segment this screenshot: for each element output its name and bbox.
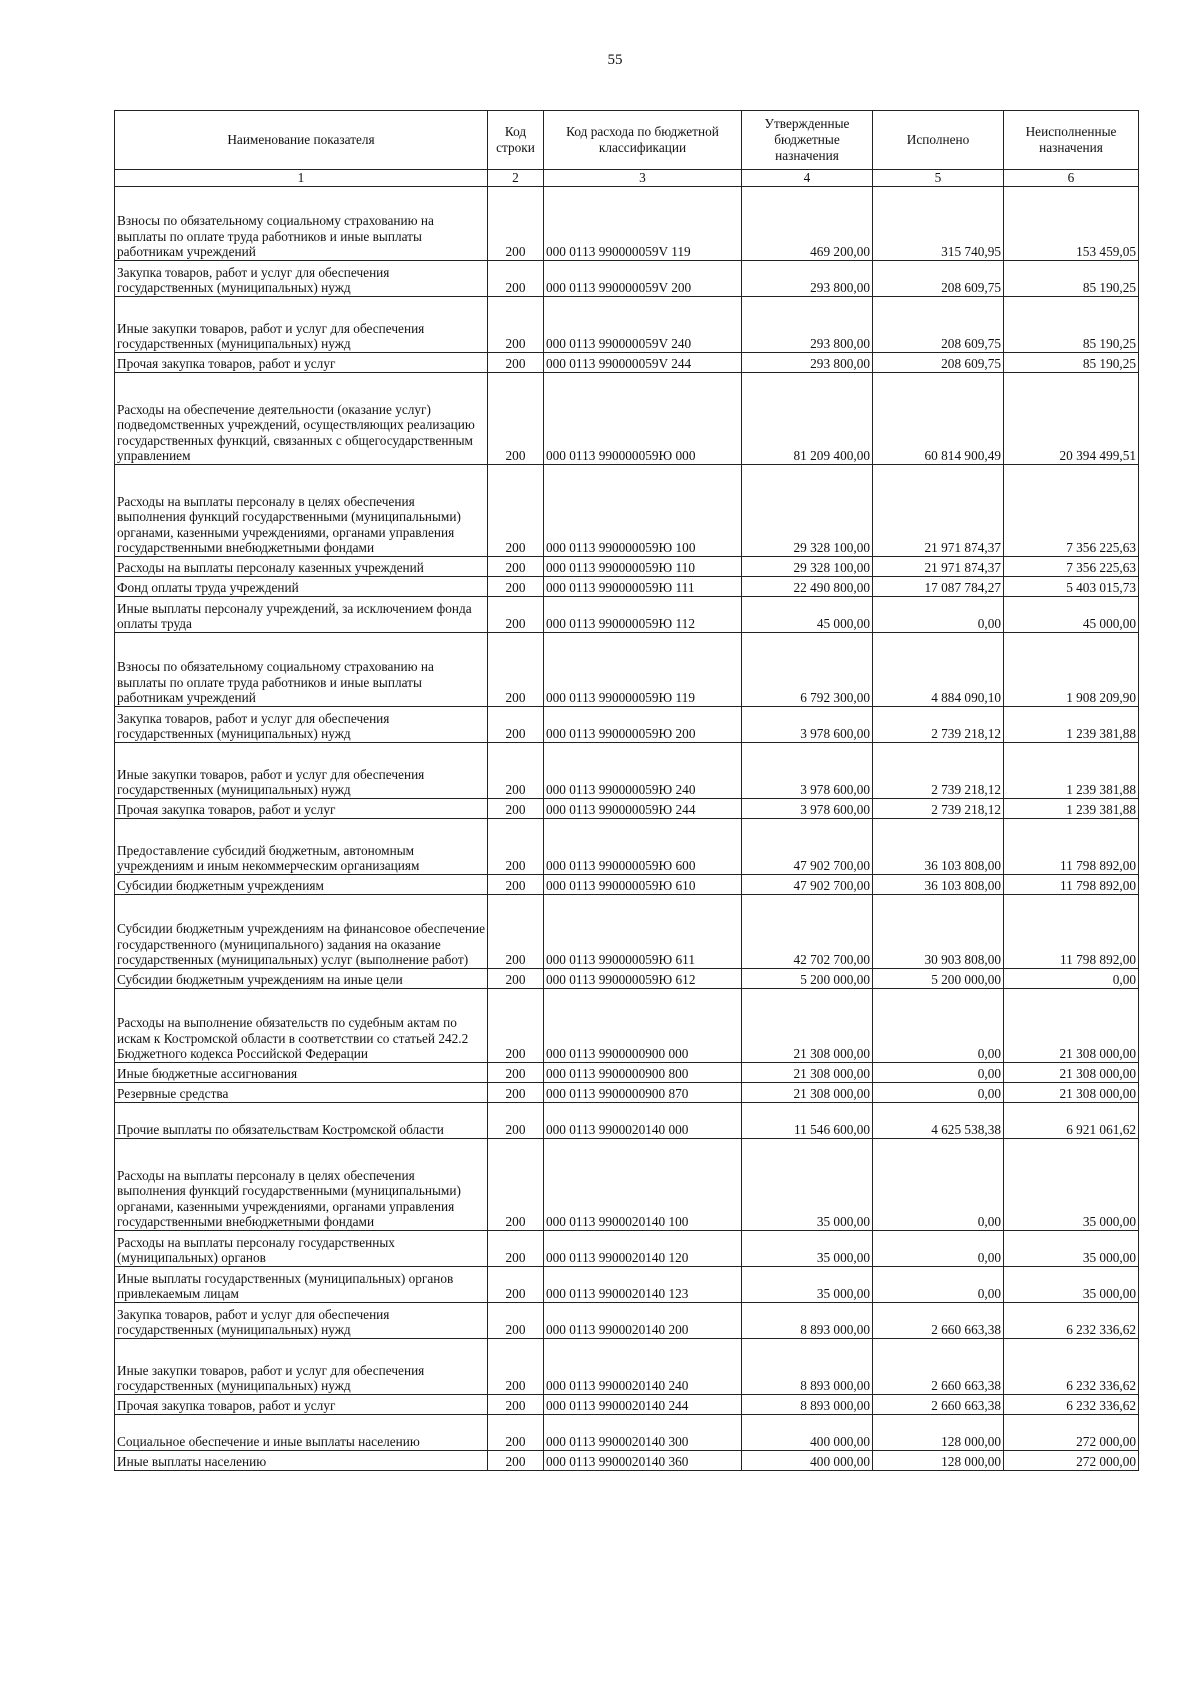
table-row	[115, 557, 1139, 577]
row-name: Фонд оплаты труда учреждений	[115, 577, 488, 597]
table-row	[115, 875, 1139, 895]
row-name: Закупка товаров, работ и услуг для обеспечения государственных (муниципальных) нужд	[115, 261, 488, 297]
row-classification-code: 000 0113 9900020140 000	[544, 1103, 742, 1139]
row-code: 200	[488, 597, 544, 633]
row-unexecuted-amount: 35 000,00	[1004, 1231, 1139, 1267]
row-executed-amount: 0,00	[873, 1063, 1004, 1083]
row-classification-code: 000 0113 990000059Ю 612	[544, 969, 742, 989]
row-unexecuted-amount: 11 798 892,00	[1004, 875, 1139, 895]
table-row	[115, 261, 1139, 297]
row-executed-amount: 5 200 000,00	[873, 969, 1004, 989]
row-approved-amount: 469 200,00	[742, 187, 873, 261]
row-approved-amount: 8 893 000,00	[742, 1303, 873, 1339]
row-name: Закупка товаров, работ и услуг для обеспечения государственных (муниципальных) нужд	[115, 1303, 488, 1339]
row-classification-code: 000 0113 9900020140 300	[544, 1415, 742, 1451]
row-unexecuted-amount: 21 308 000,00	[1004, 989, 1139, 1063]
row-name: Прочая закупка товаров, работ и услуг	[115, 1395, 488, 1415]
table-row	[115, 799, 1139, 819]
row-executed-amount: 0,00	[873, 1139, 1004, 1231]
column-number-row	[115, 170, 1139, 187]
row-name: Резервные средства	[115, 1083, 488, 1103]
table-row	[115, 1267, 1139, 1303]
row-code: 200	[488, 969, 544, 989]
row-classification-code: 000 0113 990000059Ю 110	[544, 557, 742, 577]
row-approved-amount: 29 328 100,00	[742, 465, 873, 557]
row-unexecuted-amount: 11 798 892,00	[1004, 895, 1139, 969]
row-classification-code: 000 0113 9900000900 870	[544, 1083, 742, 1103]
table-row	[115, 465, 1139, 557]
row-classification-code: 000 0113 990000059Ю 119	[544, 633, 742, 707]
row-executed-amount: 2 660 663,38	[873, 1395, 1004, 1415]
row-code: 200	[488, 1395, 544, 1415]
row-classification-code: 000 0113 990000059V 119	[544, 187, 742, 261]
row-unexecuted-amount: 6 232 336,62	[1004, 1395, 1139, 1415]
row-unexecuted-amount: 35 000,00	[1004, 1139, 1139, 1231]
row-name: Расходы на выполнение обязательств по судебным актам по искам к Костромской области в соответствии со статьей 242.2 Бюджетного кодекса Российской Федерации	[115, 989, 488, 1063]
row-code: 200	[488, 353, 544, 373]
row-code: 200	[488, 297, 544, 353]
row-executed-amount: 2 660 663,38	[873, 1339, 1004, 1395]
row-executed-amount: 128 000,00	[873, 1451, 1004, 1471]
row-name: Расходы на выплаты персоналу казенных учреждений	[115, 557, 488, 577]
row-code: 200	[488, 707, 544, 743]
row-name: Расходы на выплаты персоналу в целях обеспечения выполнения функций государственными (муниципальными) органами, казенными учреждениями, органами управления государственными внебюджетными фондами	[115, 1139, 488, 1231]
row-name: Социальное обеспечение и иные выплаты населению	[115, 1415, 488, 1451]
table-row	[115, 989, 1139, 1063]
row-code: 200	[488, 1303, 544, 1339]
row-code: 200	[488, 261, 544, 297]
row-unexecuted-amount: 1 239 381,88	[1004, 707, 1139, 743]
row-name: Расходы на выплаты персоналу в целях обеспечения выполнения функций государственными (муниципальными) органами, казенными учреждениями, органами управления государственными внебюджетными фондами	[115, 465, 488, 557]
row-unexecuted-amount: 85 190,25	[1004, 261, 1139, 297]
page-number: 55	[607, 52, 623, 68]
table-row	[115, 297, 1139, 353]
row-name: Иные закупки товаров, работ и услуг для обеспечения государственных (муниципальных) нужд	[115, 1339, 488, 1395]
row-approved-amount: 35 000,00	[742, 1139, 873, 1231]
header-row-code: Код строки	[488, 111, 544, 170]
row-executed-amount: 0,00	[873, 1083, 1004, 1103]
row-classification-code: 000 0113 990000059Ю 112	[544, 597, 742, 633]
row-approved-amount: 5 200 000,00	[742, 969, 873, 989]
table-row	[115, 577, 1139, 597]
row-executed-amount: 128 000,00	[873, 1415, 1004, 1451]
row-name: Взносы по обязательному социальному страхованию на выплаты по оплате труда работников и иные выплаты работникам учреждений	[115, 633, 488, 707]
row-executed-amount: 208 609,75	[873, 261, 1004, 297]
row-name: Субсидии бюджетным учреждениям на иные цели	[115, 969, 488, 989]
header-indicator-name: Наименование показателя	[115, 111, 488, 170]
row-code: 200	[488, 1415, 544, 1451]
row-approved-amount: 8 893 000,00	[742, 1339, 873, 1395]
row-unexecuted-amount: 1 239 381,88	[1004, 743, 1139, 799]
row-name: Иные бюджетные ассигнования	[115, 1063, 488, 1083]
row-executed-amount: 0,00	[873, 989, 1004, 1063]
row-classification-code: 000 0113 9900020140 240	[544, 1339, 742, 1395]
table-row	[115, 1103, 1139, 1139]
row-code: 200	[488, 1231, 544, 1267]
row-classification-code: 000 0113 990000059Ю 600	[544, 819, 742, 875]
row-executed-amount: 60 814 900,49	[873, 373, 1004, 465]
row-name: Субсидии бюджетным учреждениям	[115, 875, 488, 895]
row-executed-amount: 36 103 808,00	[873, 819, 1004, 875]
table-row	[115, 373, 1139, 465]
row-classification-code: 000 0113 990000059Ю 200	[544, 707, 742, 743]
row-code: 200	[488, 1083, 544, 1103]
row-approved-amount: 45 000,00	[742, 597, 873, 633]
row-approved-amount: 47 902 700,00	[742, 819, 873, 875]
row-classification-code: 000 0113 990000059V 200	[544, 261, 742, 297]
row-unexecuted-amount: 0,00	[1004, 969, 1139, 989]
row-unexecuted-amount: 5 403 015,73	[1004, 577, 1139, 597]
row-executed-amount: 4 625 538,38	[873, 1103, 1004, 1139]
row-classification-code: 000 0113 9900020140 360	[544, 1451, 742, 1471]
table-row	[115, 1231, 1139, 1267]
row-unexecuted-amount: 85 190,25	[1004, 297, 1139, 353]
row-approved-amount: 35 000,00	[742, 1267, 873, 1303]
row-unexecuted-amount: 20 394 499,51	[1004, 373, 1139, 465]
table-row	[115, 1339, 1139, 1395]
row-executed-amount: 4 884 090,10	[873, 633, 1004, 707]
column-number: 2	[488, 170, 544, 187]
row-name: Закупка товаров, работ и услуг для обеспечения государственных (муниципальных) нужд	[115, 707, 488, 743]
row-name: Предоставление субсидий бюджетным, автономным учреждениям и иным некоммерческим организациям	[115, 819, 488, 875]
row-approved-amount: 21 308 000,00	[742, 989, 873, 1063]
row-executed-amount: 30 903 808,00	[873, 895, 1004, 969]
table-row	[115, 633, 1139, 707]
row-classification-code: 000 0113 9900000900 800	[544, 1063, 742, 1083]
row-executed-amount: 208 609,75	[873, 297, 1004, 353]
row-executed-amount: 2 739 218,12	[873, 707, 1004, 743]
row-code: 200	[488, 1267, 544, 1303]
row-unexecuted-amount: 85 190,25	[1004, 353, 1139, 373]
row-approved-amount: 35 000,00	[742, 1231, 873, 1267]
table-row	[115, 597, 1139, 633]
row-code: 200	[488, 187, 544, 261]
row-unexecuted-amount: 6 232 336,62	[1004, 1339, 1139, 1395]
row-executed-amount: 315 740,95	[873, 187, 1004, 261]
row-unexecuted-amount: 21 308 000,00	[1004, 1063, 1139, 1083]
row-name: Иные выплаты персоналу учреждений, за исключением фонда оплаты труда	[115, 597, 488, 633]
row-unexecuted-amount: 1 908 209,90	[1004, 633, 1139, 707]
row-executed-amount: 21 971 874,37	[873, 465, 1004, 557]
column-number: 1	[115, 170, 488, 187]
row-code: 200	[488, 743, 544, 799]
table-row	[115, 1451, 1139, 1471]
row-code: 200	[488, 1339, 544, 1395]
table-body	[115, 187, 1139, 1471]
row-approved-amount: 293 800,00	[742, 353, 873, 373]
row-approved-amount: 42 702 700,00	[742, 895, 873, 969]
row-executed-amount: 21 971 874,37	[873, 557, 1004, 577]
row-approved-amount: 6 792 300,00	[742, 633, 873, 707]
row-unexecuted-amount: 272 000,00	[1004, 1415, 1139, 1451]
header-unexecuted: Неисполненные назначения	[1004, 111, 1139, 170]
table-row	[115, 969, 1139, 989]
row-code: 200	[488, 1451, 544, 1471]
row-unexecuted-amount: 272 000,00	[1004, 1451, 1139, 1471]
row-classification-code: 000 0113 990000059Ю 240	[544, 743, 742, 799]
row-classification-code: 000 0113 9900020140 244	[544, 1395, 742, 1415]
table-row	[115, 819, 1139, 875]
row-classification-code: 000 0113 9900000900 000	[544, 989, 742, 1063]
table-row	[115, 895, 1139, 969]
row-classification-code: 000 0113 9900020140 123	[544, 1267, 742, 1303]
row-approved-amount: 21 308 000,00	[742, 1063, 873, 1083]
row-approved-amount: 8 893 000,00	[742, 1395, 873, 1415]
row-name: Расходы на обеспечение деятельности (оказание услуг) подведомственных учреждений, осуществляющих реализацию государственных функций, связанных с общегосударственным управлением	[115, 373, 488, 465]
row-code: 200	[488, 577, 544, 597]
row-unexecuted-amount: 1 239 381,88	[1004, 799, 1139, 819]
row-executed-amount: 2 739 218,12	[873, 743, 1004, 799]
row-classification-code: 000 0113 9900020140 200	[544, 1303, 742, 1339]
row-classification-code: 000 0113 990000059V 244	[544, 353, 742, 373]
row-approved-amount: 293 800,00	[742, 261, 873, 297]
row-name: Прочая закупка товаров, работ и услуг	[115, 799, 488, 819]
column-number: 5	[873, 170, 1004, 187]
table-row	[115, 1415, 1139, 1451]
row-unexecuted-amount: 7 356 225,63	[1004, 557, 1139, 577]
row-unexecuted-amount: 7 356 225,63	[1004, 465, 1139, 557]
row-classification-code: 000 0113 990000059V 240	[544, 297, 742, 353]
row-executed-amount: 36 103 808,00	[873, 875, 1004, 895]
table-row	[115, 353, 1139, 373]
row-approved-amount: 3 978 600,00	[742, 707, 873, 743]
row-approved-amount: 47 902 700,00	[742, 875, 873, 895]
row-approved-amount: 3 978 600,00	[742, 743, 873, 799]
row-executed-amount: 0,00	[873, 597, 1004, 633]
row-name: Иные выплаты государственных (муниципальных) органов привлекаемым лицам	[115, 1267, 488, 1303]
table-header-row	[115, 111, 1139, 170]
column-number: 3	[544, 170, 742, 187]
header-classification-code: Код расхода по бюджетной классификации	[544, 111, 742, 170]
row-classification-code: 000 0113 9900020140 120	[544, 1231, 742, 1267]
row-approved-amount: 400 000,00	[742, 1415, 873, 1451]
row-code: 200	[488, 1139, 544, 1231]
row-approved-amount: 22 490 800,00	[742, 577, 873, 597]
row-name: Прочие выплаты по обязательствам Костромской области	[115, 1103, 488, 1139]
row-executed-amount: 2 660 663,38	[873, 1303, 1004, 1339]
row-classification-code: 000 0113 990000059Ю 100	[544, 465, 742, 557]
row-approved-amount: 21 308 000,00	[742, 1083, 873, 1103]
row-code: 200	[488, 819, 544, 875]
row-name: Взносы по обязательному социальному страхованию на выплаты по оплате труда работников и иные выплаты работникам учреждений	[115, 187, 488, 261]
table-row	[115, 1395, 1139, 1415]
row-name: Иные выплаты населению	[115, 1451, 488, 1471]
row-approved-amount: 400 000,00	[742, 1451, 873, 1471]
row-code: 200	[488, 373, 544, 465]
table-row	[115, 1303, 1139, 1339]
row-code: 200	[488, 465, 544, 557]
row-approved-amount: 81 209 400,00	[742, 373, 873, 465]
row-name: Иные закупки товаров, работ и услуг для обеспечения государственных (муниципальных) нужд	[115, 743, 488, 799]
table-row	[115, 1139, 1139, 1231]
row-unexecuted-amount: 153 459,05	[1004, 187, 1139, 261]
budget-execution-table	[114, 110, 1139, 1471]
table-row	[115, 1083, 1139, 1103]
row-executed-amount: 17 087 784,27	[873, 577, 1004, 597]
row-executed-amount: 0,00	[873, 1267, 1004, 1303]
column-number: 6	[1004, 170, 1139, 187]
row-approved-amount: 3 978 600,00	[742, 799, 873, 819]
row-executed-amount: 2 739 218,12	[873, 799, 1004, 819]
row-code: 200	[488, 1103, 544, 1139]
row-code: 200	[488, 989, 544, 1063]
row-approved-amount: 29 328 100,00	[742, 557, 873, 577]
row-classification-code: 000 0113 990000059Ю 610	[544, 875, 742, 895]
table-row	[115, 743, 1139, 799]
row-classification-code: 000 0113 9900020140 100	[544, 1139, 742, 1231]
row-name: Субсидии бюджетным учреждениям на финансовое обеспечение государственного (муниципального) задания на оказание государственных (муниципальных) услуг (выполнение работ)	[115, 895, 488, 969]
row-approved-amount: 11 546 600,00	[742, 1103, 873, 1139]
row-unexecuted-amount: 6 232 336,62	[1004, 1303, 1139, 1339]
row-unexecuted-amount: 45 000,00	[1004, 597, 1139, 633]
row-executed-amount: 0,00	[873, 1231, 1004, 1267]
table-row	[115, 707, 1139, 743]
row-name: Расходы на выплаты персоналу государственных (муниципальных) органов	[115, 1231, 488, 1267]
row-classification-code: 000 0113 990000059Ю 244	[544, 799, 742, 819]
header-approved: Утвержденные бюджетные назначения	[742, 111, 873, 170]
row-classification-code: 000 0113 990000059Ю 000	[544, 373, 742, 465]
row-classification-code: 000 0113 990000059Ю 111	[544, 577, 742, 597]
row-code: 200	[488, 895, 544, 969]
table-row	[115, 1063, 1139, 1083]
row-code: 200	[488, 799, 544, 819]
row-code: 200	[488, 633, 544, 707]
table-row	[115, 187, 1139, 261]
row-code: 200	[488, 557, 544, 577]
row-unexecuted-amount: 35 000,00	[1004, 1267, 1139, 1303]
row-unexecuted-amount: 6 921 061,62	[1004, 1103, 1139, 1139]
row-name: Прочая закупка товаров, работ и услуг	[115, 353, 488, 373]
row-code: 200	[488, 875, 544, 895]
row-unexecuted-amount: 11 798 892,00	[1004, 819, 1139, 875]
row-approved-amount: 293 800,00	[742, 297, 873, 353]
row-classification-code: 000 0113 990000059Ю 611	[544, 895, 742, 969]
row-name: Иные закупки товаров, работ и услуг для обеспечения государственных (муниципальных) нужд	[115, 297, 488, 353]
column-number: 4	[742, 170, 873, 187]
row-code: 200	[488, 1063, 544, 1083]
row-unexecuted-amount: 21 308 000,00	[1004, 1083, 1139, 1103]
row-executed-amount: 208 609,75	[873, 353, 1004, 373]
header-executed: Исполнено	[873, 111, 1004, 170]
